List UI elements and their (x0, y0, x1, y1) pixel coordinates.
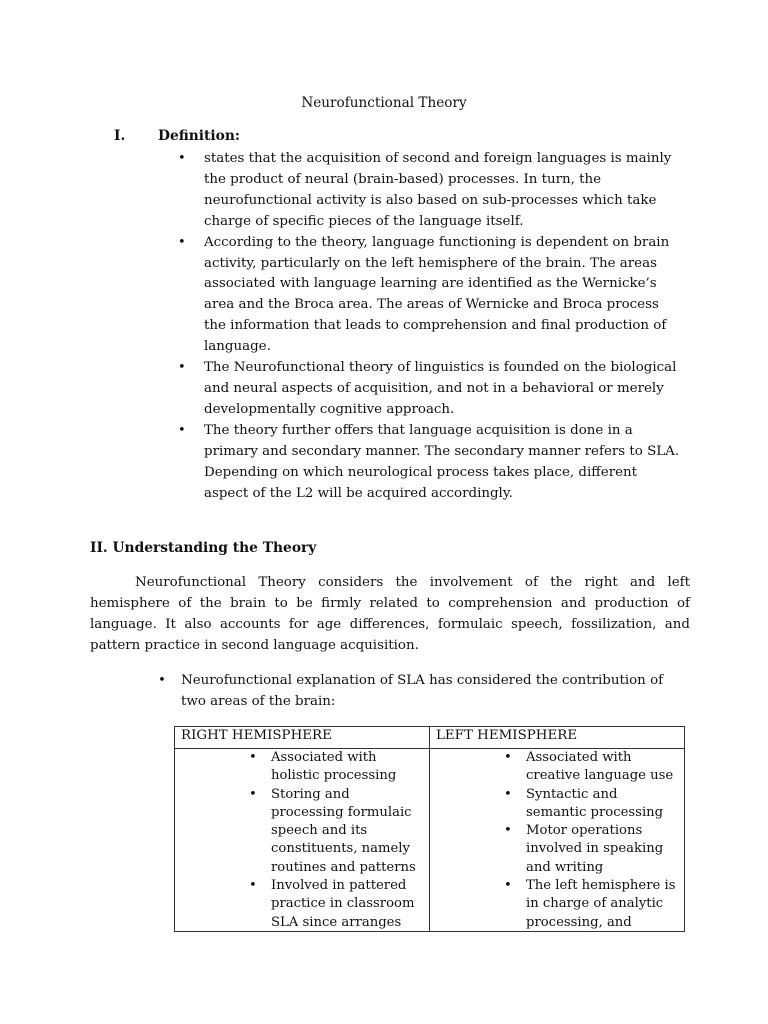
list-item: • Storing and processing formulaic speech and its constituents, namely routines and patterns (271, 786, 421, 877)
table-row (175, 749, 685, 932)
page-title: Neurofunctional Theory (301, 95, 467, 111)
list-item: • Motor operations involved in speaking and writing (526, 822, 676, 877)
table-header-row (175, 727, 685, 749)
section-1-number: I. (114, 128, 126, 144)
definition-item: • states that the acquisition of second and foreign languages is mainly the product of neural (brain-based) processes. In turn, the neurofunctional activity is also based on sub-processes which take charge of specific pieces of the language itself. (178, 149, 683, 233)
section-2-heading: II. Understanding the Theory (90, 540, 317, 556)
definition-list (178, 149, 683, 504)
definition-item: • According to the theory, language functioning is dependent on brain activity, particularly on the left hemisphere of the brain. The areas associated with language learning are identified as the Wernicke’s area and the Broca area. The areas of Wernicke and Broca process the information that leads to comprehension and final production of language. (178, 233, 683, 358)
list-item: • The left hemisphere is in charge of analytic processing, and (526, 877, 676, 931)
right-hemisphere-list (271, 749, 421, 931)
list-item: • Involved in pattered practice in classroom SLA since arranges (271, 877, 421, 931)
section-1-title: Definition: (158, 128, 240, 144)
definition-item: • The theory further offers that language acquisition is done in a primary and secondary manner. The secondary manner refers to SLA. Depending on which neurological process takes place, different aspect of the L2 will be acquired accordingly. (178, 421, 683, 505)
section-2-paragraph: Neurofunctional Theory considers the involvement of the right and left hemisphere of the brain to be firmly related to comprehension and production of language. It also accounts for age differences, formulaic speech, fossilization, and pattern practice in second language acquisition. (90, 575, 690, 653)
right-hemisphere-cell (175, 749, 430, 932)
section-1-heading (114, 128, 240, 144)
right-hemisphere-header: RIGHT HEMISPHERE (175, 727, 430, 749)
definition-item: • The Neurofunctional theory of linguistics is founded on the biological and neural aspects of acquisition, and not in a behavioral or merely developmentally cognitive approach. (178, 358, 683, 421)
list-item: • Syntactic and semantic processing (526, 786, 676, 823)
hemisphere-table (174, 726, 685, 932)
section-2-item: • Neurofunctional explanation of SLA has considered the contribution of two areas of the brain: (158, 671, 678, 713)
left-hemisphere-cell (430, 749, 685, 932)
section-2-list (158, 671, 678, 713)
list-item: • Associated with creative language use (526, 749, 676, 786)
list-item: • Associated with holistic processing (271, 749, 421, 786)
left-hemisphere-header: LEFT HEMISPHERE (430, 727, 685, 749)
left-hemisphere-list (526, 749, 676, 931)
